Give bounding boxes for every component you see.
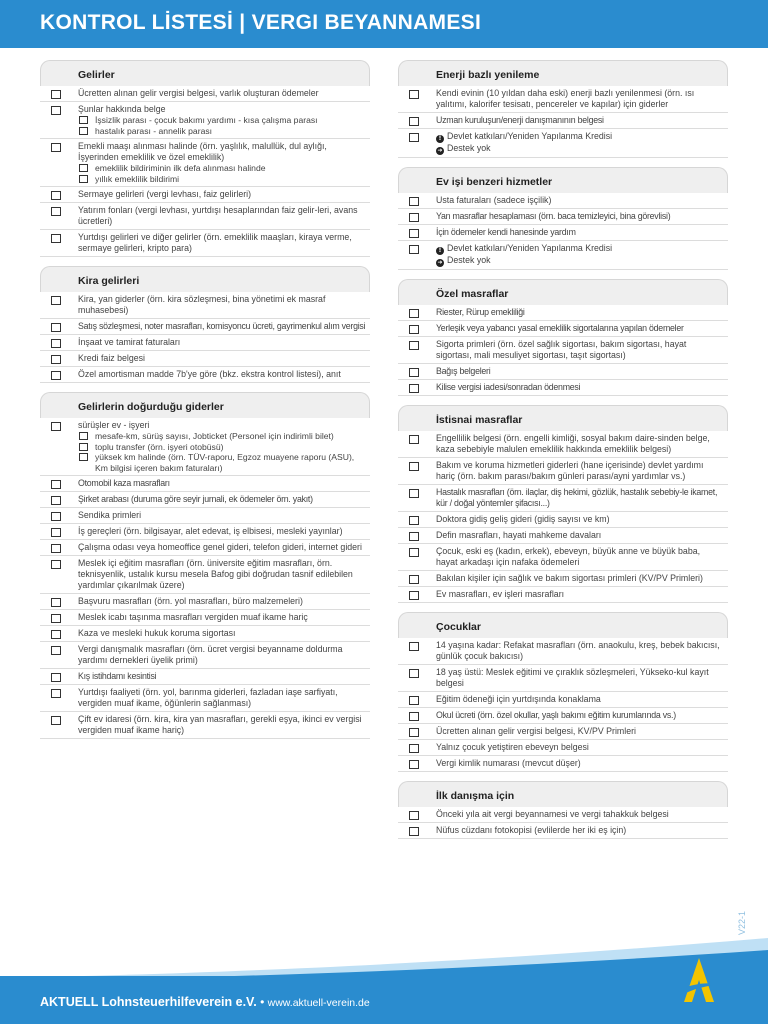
checkbox[interactable] (409, 516, 419, 525)
item-text: Bakılan kişiler için sağlık ve bakım sigortası primleri (KV/PV Primleri) (436, 573, 703, 583)
checklist-item (398, 485, 728, 512)
checklist-item (398, 571, 728, 587)
checklist-section (398, 405, 728, 603)
section-title: Kira gelirleri (78, 275, 140, 287)
checkbox[interactable] (409, 229, 419, 238)
version-label: V22-1 (737, 910, 747, 935)
checkbox[interactable] (51, 716, 61, 725)
checkbox[interactable] (51, 646, 61, 655)
right-column (398, 60, 728, 848)
checkbox[interactable] (409, 827, 419, 836)
sub-item (78, 115, 366, 126)
checkbox[interactable] (409, 591, 419, 600)
item-text: Kredi faiz belgesi (78, 353, 145, 363)
item-text: Uzman kuruluşun/enerji danışmanının belgesi (436, 115, 604, 125)
item-text: Satış sözleşmesi, noter masrafları, komisyoncu ücreti, gayrimenkul alım vergisi (78, 321, 366, 331)
item-text: Şunlar hakkında belge (78, 104, 166, 114)
checklist-item (40, 187, 370, 203)
checkbox[interactable] (51, 90, 61, 99)
checklist-item (398, 740, 728, 756)
checkbox[interactable] (409, 712, 419, 721)
item-text: Hastalık masrafları (örn. ilaçlar, diş hekimi, gözlük, hastalık sebebiy-le ikamet, kür / doğal yöntemler şifacısı...) (436, 487, 718, 508)
item-text: Usta faturaları (sadece işçilik) (436, 195, 552, 205)
aktuell-logo-icon (676, 956, 722, 1008)
checklist-item (40, 610, 370, 626)
checklist-item (398, 209, 728, 225)
sub-checkbox[interactable] (79, 453, 88, 461)
item-text: Otomobil kaza masrafları (78, 478, 170, 488)
item-text: Okul ücreti (örn. özel okullar, yaşlı bakımı eğitim kurumlarında vs.) (436, 710, 676, 720)
checklist-item (40, 626, 370, 642)
sub-checkbox[interactable] (79, 127, 88, 135)
checkbox[interactable] (409, 245, 419, 254)
item-text: Ücretten alınan gelir vergisi belgesi, KV/PV Primleri (436, 726, 636, 736)
sub-item (78, 126, 366, 137)
sub-checkbox[interactable] (79, 164, 88, 172)
checkbox[interactable] (409, 117, 419, 126)
footer-separator: • (260, 995, 268, 1009)
sub-item-text: mesafe-km, sürüş sayısı, Jobticket (Personel için indirimli bilet) (95, 431, 334, 441)
item-text: Yerleşik veya yabancı yasal emeklilik sigortalarına yapılan ödemeler (436, 323, 684, 333)
checkbox[interactable] (51, 207, 61, 216)
arrow-circle-icon: ➜ (437, 259, 443, 266)
checkbox[interactable] (51, 630, 61, 639)
checkbox[interactable] (51, 560, 61, 569)
left-column (40, 60, 370, 748)
checklist-item (40, 351, 370, 367)
checklist-item (40, 685, 370, 712)
checklist-section (40, 60, 370, 257)
checklist-item (398, 823, 728, 839)
checklist-item (40, 669, 370, 685)
sub-item (78, 452, 366, 473)
section-title: Enerji bazlı yenileme (436, 69, 540, 81)
item-line-text: Destek yok (447, 143, 491, 153)
item-text: Bakım ve koruma hizmetleri giderleri (hane içerisinde) devlet yardımı hariç (örn. bakım parası/bakım günleri parası/ayni yardımlar vs.) (436, 460, 704, 481)
checklist-item (398, 113, 728, 129)
checkbox[interactable] (51, 323, 61, 332)
item-text: Başvuru masrafları (örn. yol masrafları, büro malzemeleri) (78, 596, 303, 606)
exclamation-circle-icon: ! (436, 135, 444, 143)
item-text: Yalnız çocuk yetiştiren ebeveyn belgesi (436, 742, 589, 752)
checkbox[interactable] (409, 532, 419, 541)
checklist-item (40, 203, 370, 230)
checkbox[interactable] (409, 384, 419, 393)
item-text: Kaza ve mesleki hukuk koruma sigortası (78, 628, 236, 638)
checklist-item (40, 292, 370, 319)
item-text: sürüşler ev - işyeri (78, 420, 150, 430)
checklist-item (40, 524, 370, 540)
section-title: İlk danışma için (436, 790, 515, 802)
checklist-item (40, 594, 370, 610)
checklist-item (398, 431, 728, 458)
checkbox[interactable] (51, 339, 61, 348)
checklist-item (398, 807, 728, 823)
checkbox[interactable] (409, 133, 419, 142)
footer-url[interactable]: www.aktuell-verein.de (267, 997, 370, 1009)
checklist-section (40, 392, 370, 739)
checkbox[interactable] (409, 669, 419, 678)
item-text: Doktora gidiş geliş gideri (gidiş sayısı ve km) (436, 514, 610, 524)
item-text: Yurtdışı faaliyeti (örn. yol, barınma giderleri, fazladan iaşe sarfiyatı, vergiden muaf ikame, öğünlerin sağlanması) (78, 687, 338, 708)
sub-item-text: İşsizlik parası - çocuk bakımı yardımı - kısa çalışma parası (95, 115, 318, 125)
checklist-item (398, 724, 728, 740)
checkbox[interactable] (409, 197, 419, 206)
checklist-item (40, 367, 370, 383)
item-text: Kira, yan giderler (örn. kira sözleşmesi, bina yönetimi ek masraf muhasebesi) (78, 294, 326, 315)
checklist-item (40, 492, 370, 508)
checkbox[interactable] (409, 811, 419, 820)
item-text: Ev masrafları, ev işleri masrafları (436, 589, 565, 599)
checklist-item (398, 225, 728, 241)
checklist-item (40, 319, 370, 335)
sub-checkbox[interactable] (79, 175, 88, 183)
item-line (436, 243, 724, 255)
section-header (398, 612, 728, 638)
item-text: Bağış belgeleri (436, 366, 491, 376)
section-header (398, 405, 728, 431)
item-line (436, 143, 724, 155)
checklist-section (398, 612, 728, 772)
section-header (398, 167, 728, 193)
footer-org: AKTUELL Lohnsteuerhilfeverein e.V. (40, 995, 257, 1009)
checklist-item (40, 540, 370, 556)
sub-item-text: yüksek km halinde (örn. TÜV-raporu, Egzoz muayene raporu (ASU), Km bilgisi içeren bakım faturaları) (95, 452, 355, 473)
checklist-section (398, 781, 728, 839)
checklist-item (40, 476, 370, 492)
checkbox[interactable] (51, 689, 61, 698)
item-text: Defin masrafları, hayati mahkeme davaları (436, 530, 602, 540)
checklist-item (398, 756, 728, 772)
checklist-item (398, 321, 728, 337)
checklist-item (398, 692, 728, 708)
item-text: 14 yaşına kadar: Refakat masrafları (örn. anaokulu, kreş, bebek bakıcısı, günlük çocuk bakıcısı) (436, 640, 720, 661)
checklist-item (398, 544, 728, 571)
checklist-item (40, 508, 370, 524)
sub-checkbox[interactable] (79, 432, 88, 440)
section-header (40, 266, 370, 292)
section-header (40, 60, 370, 86)
arrow-circle-icon: ➜ (437, 147, 443, 154)
checklist-item (40, 642, 370, 669)
checkbox[interactable] (51, 143, 61, 152)
section-title: Gelirler (78, 69, 115, 81)
item-line-text: Destek yok (447, 255, 491, 265)
item-text: Sermaye gelirleri (vergi levhası, faiz gelirleri) (78, 189, 252, 199)
section-title: Ev işi benzeri hizmetler (436, 176, 553, 188)
section-title: Gelirlerin doğurduğu giderler (78, 401, 224, 413)
item-text: 18 yaş üstü: Meslek eğitimi ve çıraklık sözleşmeleri, Yükseko-kul kayıt belgesi (436, 667, 709, 688)
sub-item-text: toplu transfer (örn. işyeri otobüsü) (95, 441, 224, 452)
checkbox[interactable] (409, 760, 419, 769)
checklist-item (398, 708, 728, 724)
checklist-section (398, 60, 728, 158)
checklist-item (398, 512, 728, 528)
checklist-item (398, 638, 728, 665)
checkbox[interactable] (51, 496, 61, 505)
checklist-item (40, 230, 370, 257)
checklist-item (398, 86, 728, 113)
item-text: Vergi kimlik numarası (mevcut düşer) (436, 758, 581, 768)
section-title: İstisnai masraflar (436, 414, 523, 426)
checklist-section (398, 279, 728, 396)
checkbox[interactable] (51, 422, 61, 431)
sub-item (78, 163, 366, 174)
checklist-section (40, 266, 370, 383)
checklist-item (398, 380, 728, 396)
checkbox[interactable] (409, 575, 419, 584)
sub-item (78, 431, 366, 442)
checklist-item (398, 241, 728, 270)
header-bar (0, 0, 768, 48)
item-text: Riester, Rürup emekliliği (436, 307, 525, 317)
checkbox[interactable] (51, 234, 61, 243)
item-text: Engellilik belgesi (örn. engelli kimliği, sosyal bakım daire-sinden belge, kaza sebebiyle malulen emeklilik hakkında emeklilik belgesi) (436, 433, 710, 454)
checkbox[interactable] (409, 696, 419, 705)
checkbox[interactable] (409, 744, 419, 753)
item-text: Kilise vergisi iadesi/sonradan ödenmesi (436, 382, 581, 392)
checkbox[interactable] (51, 544, 61, 553)
checklist-item (398, 458, 728, 485)
checklist-item (40, 139, 370, 187)
checklist-item (398, 665, 728, 692)
section-header (40, 392, 370, 418)
sub-checkbox[interactable] (79, 443, 88, 451)
exclamation-circle-icon: ! (436, 247, 444, 255)
item-text: Şirket arabası (duruma göre seyir jurnali, ek ödemeler örn. yakıt) (78, 494, 313, 504)
sub-item-text: hastalık parası - annelik parası (95, 125, 213, 136)
checklist-item (40, 556, 370, 594)
checkbox[interactable] (409, 368, 419, 377)
checklist-item (398, 193, 728, 209)
checklist-item (40, 712, 370, 739)
checkbox[interactable] (409, 325, 419, 334)
section-header (398, 279, 728, 305)
checklist-item (398, 587, 728, 603)
item-text: Meslek içi eğitim masrafları (örn. üniversite eğitim masrafları, örn. teknisyenlik, ustalık kursu mesela Bafog gibi doğrudan tasnif edilebilen yardımlar çıkarılmak üzere) (78, 558, 353, 590)
checkbox[interactable] (409, 728, 419, 737)
item-text: Meslek icabı taşınma masrafları vergiden muaf ikame hariç (78, 612, 308, 622)
checklist-item (40, 418, 370, 476)
checkbox[interactable] (51, 191, 61, 200)
sub-item (78, 442, 366, 453)
checkbox[interactable] (409, 309, 419, 318)
checklist-item (398, 129, 728, 158)
checkbox[interactable] (51, 480, 61, 489)
checkbox[interactable] (51, 528, 61, 537)
section-title: Özel masraflar (436, 288, 509, 300)
checkbox[interactable] (409, 341, 419, 350)
section-header (398, 781, 728, 807)
checkbox[interactable] (409, 213, 419, 222)
item-text: Kendi evinin (10 yıldan daha eski) enerji bazlı yenilenmesi (örn. ısı yalıtımı, kalorifer tesisatı, pencereler ve kapılar) için giderler (436, 88, 695, 109)
checkbox[interactable] (51, 106, 61, 115)
footer-bar (0, 976, 768, 1024)
checklist-item (398, 305, 728, 321)
item-text: Yan masraflar hesaplaması (örn. baca temizleyici, bina görevlisi) (436, 211, 671, 221)
page-title: KONTROL LİSTESİ | VERGI BEYANNAMESI (40, 11, 482, 34)
checkbox[interactable] (409, 90, 419, 99)
section-header (398, 60, 728, 86)
checkbox[interactable] (409, 462, 419, 471)
checklist-item (398, 528, 728, 544)
item-text: İnşaat ve tamirat faturaları (78, 337, 181, 347)
item-text: Yatırım fonları (vergi levhası, yurtdışı hesaplarından faiz gelir-leri, avans ücretleri) (78, 205, 358, 226)
item-text: Eğitim ödeneği için yurtdışında konaklama (436, 694, 601, 704)
item-line (436, 131, 724, 143)
checklist-item (398, 364, 728, 380)
checkbox[interactable] (409, 489, 419, 498)
item-text: Önceki yıla ait vergi beyannamesi ve vergi tahakkuk belgesi (436, 809, 669, 819)
checkbox[interactable] (51, 296, 61, 305)
item-text: Emekli maaşı alınması halinde (örn. yaşlılık, malullük, dul aylığı, İşyerinden emeklilik ve özel emeklilik) (78, 141, 327, 162)
item-line (436, 255, 724, 267)
item-text: İçin ödemeler kendi hanesinde yardım (436, 227, 576, 237)
item-line-text: Devlet katkıları/Yeniden Yapılanma Kredisi (447, 243, 613, 253)
checklist-item (40, 86, 370, 102)
sub-checkbox[interactable] (79, 116, 88, 124)
item-text: Çocuk, eski eş (kadın, erkek), ebeveyn, büyük anne ve büyük baba, hayat arkadaşı için nafaka ödemeleri (436, 546, 701, 567)
sub-item-text: yıllık emeklilik bildirimi (95, 173, 180, 184)
item-text: Kış istihdamı kesintisi (78, 671, 157, 681)
item-line-text: Devlet katkıları/Yeniden Yapılanma Kredisi (447, 131, 613, 141)
item-text: İş gereçleri (örn. bilgisayar, alet edevat, iş elbisesi, mesleki yayınlar) (78, 526, 343, 536)
item-text: Özel amortisman madde 7b'ye göre (bkz. ekstra kontrol listesi), anıt (78, 369, 341, 379)
checkbox[interactable] (409, 548, 419, 557)
item-text: Vergi danışmalık masrafları (örn. ücret vergisi beyanname doldurma yardımı dernekleri üyelik primi) (78, 644, 343, 665)
sub-item (78, 174, 366, 185)
checklist-item (40, 102, 370, 139)
item-text: Çalışma odası veya homeoffice genel gideri, telefon gideri, internet gideri (78, 542, 362, 552)
item-text: Yurtdışı gelirleri ve diğer gelirler (örn. emeklilik maaşları, kiraya verme, sermaye gelirleri, kripto para) (78, 232, 352, 253)
item-text: Sendika primleri (78, 510, 142, 520)
checklist-item (40, 335, 370, 351)
checkbox[interactable] (409, 435, 419, 444)
item-text: Çift ev idaresi (örn. kira, kira yan masrafları, gerekli eşya, ikinci ev vergisi vergiden muaf ikame hariç) (78, 714, 362, 735)
sub-item-text: emeklilik bildiriminin ilk defa alınması halinde (95, 163, 266, 173)
item-text: Ücretten alınan gelir vergisi belgesi, varlık oluşturan ödemeler (78, 88, 319, 98)
item-text: Nüfus cüzdanı fotokopisi (evlilerde her iki eş için) (436, 825, 627, 835)
checkbox[interactable] (51, 355, 61, 364)
item-text: Sigorta primleri (örn. özel sağlık sigortası, bakım sigortası, hayat sigortası, mali mesuliyet sigortası, taşıt sigortası) (436, 339, 687, 360)
checklist-section (398, 167, 728, 270)
section-title: Çocuklar (436, 621, 481, 633)
checkbox[interactable] (51, 371, 61, 380)
checkbox[interactable] (51, 512, 61, 521)
checkbox[interactable] (409, 642, 419, 651)
checkbox[interactable] (51, 614, 61, 623)
checkbox[interactable] (51, 673, 61, 682)
checkbox[interactable] (51, 598, 61, 607)
checklist-item (398, 337, 728, 364)
